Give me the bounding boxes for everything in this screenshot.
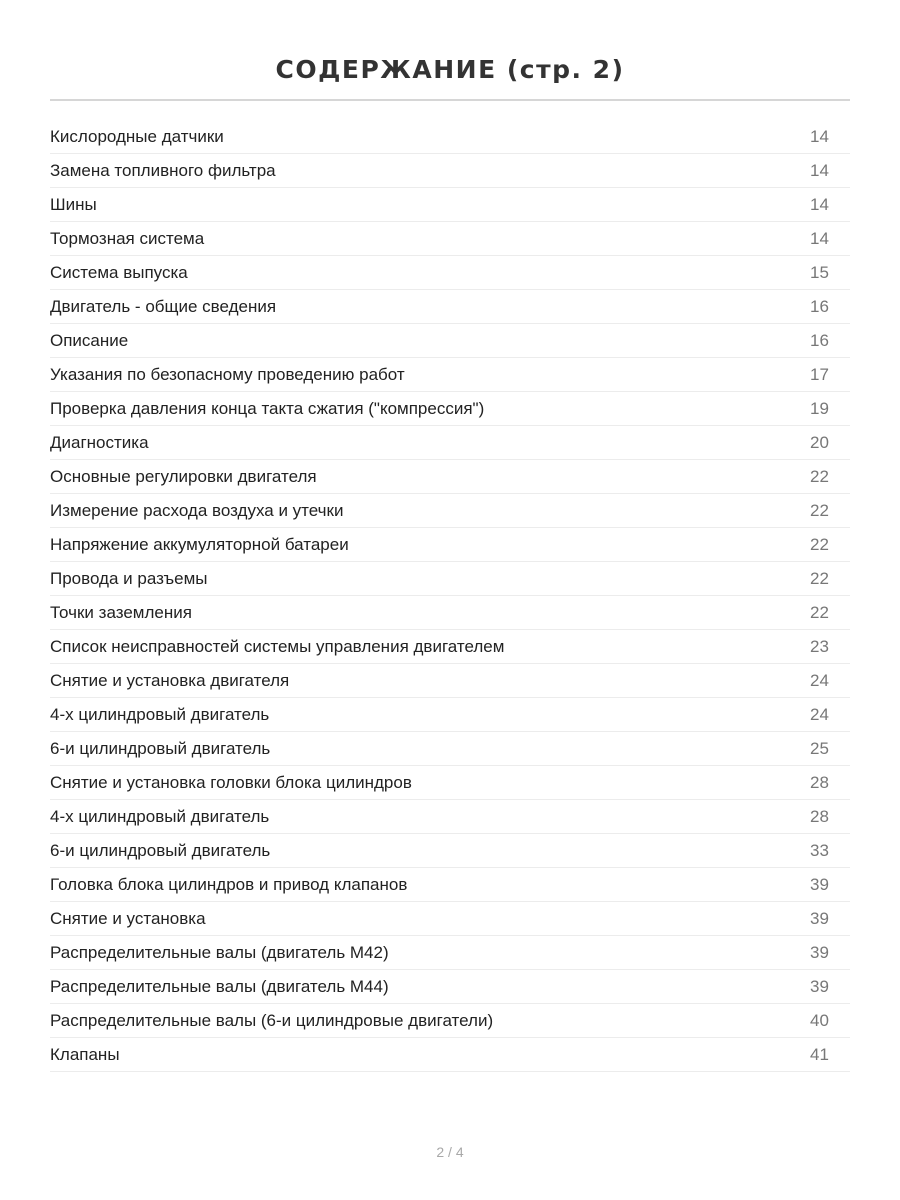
toc-entry[interactable] <box>50 732 850 766</box>
toc-entry-page-number: 14 <box>810 126 829 146</box>
toc-entry-label: Двигатель - общие сведения <box>50 296 277 316</box>
toc-entry[interactable] <box>50 596 850 630</box>
toc-entry-label: Напряжение аккумуляторной батареи <box>50 534 349 554</box>
toc-entry[interactable] <box>50 664 850 698</box>
toc-entry-label: Распределительные валы (6-и цилиндровые двигатели) <box>50 1010 494 1030</box>
toc-entry-label: Замена топливного фильтра <box>50 160 276 180</box>
toc-entry[interactable] <box>50 630 850 664</box>
toc-entry-page-number: 15 <box>810 262 829 282</box>
toc-entry-page-number: 14 <box>810 160 829 180</box>
toc-entry-page-number: 28 <box>810 772 829 792</box>
toc-entry-label: Распределительные валы (двигатель M42) <box>50 942 389 962</box>
toc-entry-page-number: 16 <box>810 296 829 316</box>
toc-entry-page-number: 39 <box>810 942 829 962</box>
toc-entry-page-number: 33 <box>810 840 829 860</box>
toc-entry-label: Распределительные валы (двигатель M44) <box>50 976 389 996</box>
toc-entry[interactable] <box>50 562 850 596</box>
title-divider <box>50 99 850 101</box>
toc-entry[interactable] <box>50 902 850 936</box>
toc-entry[interactable] <box>50 290 850 324</box>
toc-entry-page-number: 41 <box>810 1044 829 1064</box>
toc-entry[interactable] <box>50 188 850 222</box>
toc-entry-page-number: 39 <box>810 976 829 996</box>
toc-entry-label: 4-х цилиндровый двигатель <box>50 704 270 724</box>
toc-entry-label: Снятие и установка головки блока цилиндров <box>50 772 412 792</box>
toc-entry[interactable] <box>50 936 850 970</box>
toc-entry-label: Основные регулировки двигателя <box>50 466 317 486</box>
toc-entry-page-number: 22 <box>810 534 829 554</box>
toc-entry[interactable] <box>50 222 850 256</box>
toc-entry-label: Кислородные датчики <box>50 126 224 146</box>
toc-entry-page-number: 39 <box>810 874 829 894</box>
toc-entry-label: Диагностика <box>50 432 149 452</box>
page-title: СОДЕРЖАНИЕ (стр. 2) <box>275 54 625 84</box>
toc-entry-page-number: 14 <box>810 194 829 214</box>
toc-entry-page-number: 24 <box>810 670 829 690</box>
toc-entry-label: Указания по безопасному проведению работ <box>50 364 405 384</box>
toc-entry-page-number: 17 <box>810 364 829 384</box>
toc-entry[interactable] <box>50 970 850 1004</box>
toc-entry-label: Тормозная система <box>50 228 205 248</box>
toc-entry-label: Провода и разъемы <box>50 568 208 588</box>
toc-entry[interactable] <box>50 256 850 290</box>
toc-entry-page-number: 23 <box>810 636 829 656</box>
toc-entry-label: Точки заземления <box>50 602 192 622</box>
toc-entry[interactable] <box>50 1004 850 1038</box>
toc-entry[interactable] <box>50 120 850 154</box>
toc-entry-label: Шины <box>50 194 97 214</box>
toc-entry-page-number: 22 <box>810 568 829 588</box>
toc-entry-label: Система выпуска <box>50 262 188 282</box>
toc-list <box>50 120 850 1072</box>
toc-entry-label: 6-и цилиндровый двигатель <box>50 738 271 758</box>
toc-entry-label: Клапаны <box>50 1044 120 1064</box>
toc-entry-page-number: 19 <box>810 398 829 418</box>
toc-entry-page-number: 22 <box>810 602 829 622</box>
toc-entry[interactable] <box>50 834 850 868</box>
toc-entry[interactable] <box>50 698 850 732</box>
toc-entry-label: Головка блока цилиндров и привод клапанов <box>50 874 408 894</box>
toc-entry[interactable] <box>50 392 850 426</box>
toc-entry[interactable] <box>50 154 850 188</box>
toc-entry[interactable] <box>50 324 850 358</box>
toc-entry-page-number: 24 <box>810 704 829 724</box>
toc-entry[interactable] <box>50 494 850 528</box>
toc-entry-label: 4-х цилиндровый двигатель <box>50 806 270 826</box>
toc-entry[interactable] <box>50 1038 850 1072</box>
toc-entry-page-number: 14 <box>810 228 829 248</box>
toc-entry-page-number: 39 <box>810 908 829 928</box>
toc-entry-page-number: 25 <box>810 738 829 758</box>
toc-entry[interactable] <box>50 426 850 460</box>
toc-entry-label: Проверка давления конца такта сжатия ("компрессия") <box>50 398 485 418</box>
toc-entry-page-number: 22 <box>810 500 829 520</box>
toc-entry-label: Снятие и установка <box>50 908 206 928</box>
toc-entry-page-number: 22 <box>810 466 829 486</box>
toc-entry[interactable] <box>50 868 850 902</box>
toc-entry-label: 6-и цилиндровый двигатель <box>50 840 271 860</box>
toc-entry[interactable] <box>50 800 850 834</box>
toc-entry-page-number: 20 <box>810 432 829 452</box>
toc-entry[interactable] <box>50 460 850 494</box>
toc-entry-label: Описание <box>50 330 129 350</box>
toc-entry[interactable] <box>50 766 850 800</box>
toc-entry-label: Снятие и установка двигателя <box>50 670 290 690</box>
toc-entry-label: Список неисправностей системы управления двигателем <box>50 636 505 656</box>
toc-entry-page-number: 16 <box>810 330 829 350</box>
toc-entry-page-number: 28 <box>810 806 829 826</box>
toc-entry[interactable] <box>50 358 850 392</box>
toc-entry[interactable] <box>50 528 850 562</box>
page-indicator: 2 / 4 <box>436 1144 464 1160</box>
toc-entry-label: Измерение расхода воздуха и утечки <box>50 500 344 520</box>
toc-entry-page-number: 40 <box>810 1010 829 1030</box>
